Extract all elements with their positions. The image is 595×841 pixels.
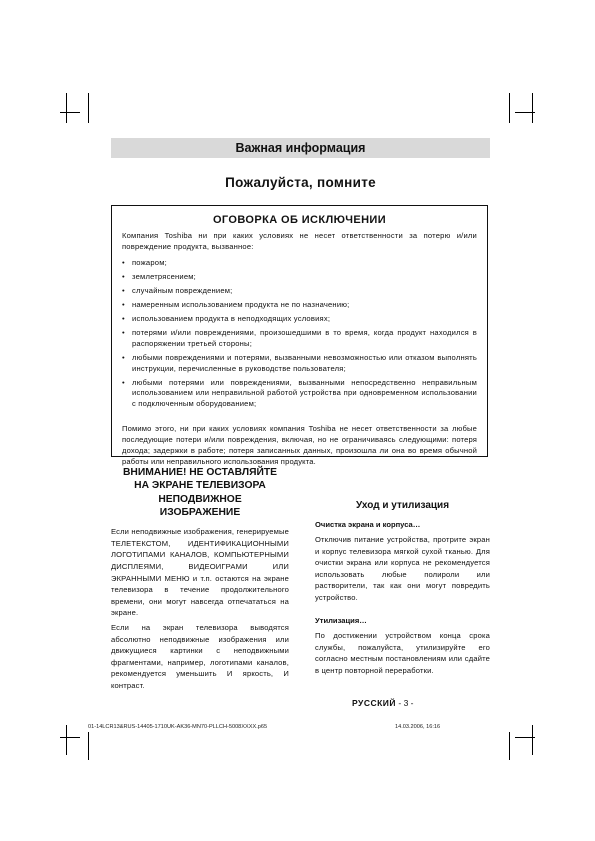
file-name: 01-14LCR13&RUS-14405-1710UK-AK36-MN70-PLLCH-5008XXXX.p65 [88, 724, 268, 730]
disposal-heading: Утилизация… [315, 616, 367, 625]
disclaimer-heading: ОГОВОРКА ОБ ИСКЛЮЧЕНИИ [212, 214, 387, 226]
warning-paragraph: Если неподвижные изображения, генерируемые ТЕЛЕТЕКСТОМ, ИДЕНТИФИКАЦИОННЫМИ ЛОГОТИПАМИ КАНАЛОВ, КОМПЬЮТЕРНЫМИ ДИСПЛЕЯМИ, ВИДЕОИГРАМИ ИЛИ ЭКРАННЫМИ МЕНЮ и т.п. остаются на экране телевизора в течение продолжительного времени, они могут навсегда отпечататься на экране. [111, 527, 289, 618]
list-item: • любыми повреждениями и потерями, вызванными невозможностью или отказом выполнять инструкции, перечисленные в руководстве пользователя; [122, 353, 477, 374]
crop-mark [60, 737, 80, 738]
care-heading: Уход и утилизация [355, 500, 450, 511]
warning-heading-line: ВНИМАНИЕ! НЕ ОСТАВЛЯЙТЕ [122, 467, 278, 478]
disclaimer-intro: Компания Toshiba ни при каких условиях не несет ответственности за потерю и/или повреждение продукта, вызванное: [122, 231, 477, 251]
list-item: • использованием продукта в неподходящих условиях; [122, 314, 477, 325]
disclaimer-closing: Помимо этого, ни при каких условиях компания Toshiba не несет ответственности за любые последующие потери и/или повреждения, включая, но не ограничиваясь следующими: потеря дохода; задержки в работе; потеря записанных данных, произошла ли она во время обычной работы или неправильного использования продукта. [122, 423, 477, 466]
list-item: • потерями и/или повреждениями, произошедшими в то время, когда продукт находился в распоряжении третьей стороны; [122, 328, 477, 349]
list-item: • землетрясением; [122, 272, 477, 283]
care-section [315, 500, 490, 689]
list-item: • любыми потерями или повреждениями, вызванными непосредственно неправильным использованием или неправильной работой устройства при одновременном использовании с подключенным оборудованием; [122, 378, 477, 410]
warning-heading-line: НЕПОДВИЖНОЕ [158, 493, 242, 505]
section-header: Важная информация [111, 138, 490, 158]
crop-mark [509, 732, 510, 760]
page-title: Пожалуйста, помните [225, 175, 376, 190]
disclaimer-list [122, 258, 477, 410]
crop-mark [88, 93, 89, 123]
list-item: • намеренным использованием продукта не по назначению; [122, 300, 477, 311]
language-label: РУССКИЙ [352, 698, 397, 708]
crop-mark [66, 93, 67, 123]
warning-paragraph: Если на экран телевизора выводятся абсолютно неподвижные изображения или движущиеся картинки с неподвижными фрагментами, например, логотипами каналов, рекомендуется уменьшить И яркость, И контраст. [111, 622, 289, 690]
warning-section [111, 466, 289, 695]
warning-heading [111, 466, 289, 519]
crop-mark [515, 112, 535, 113]
list-item: • случайным повреждением; [122, 286, 477, 297]
cleaning-text: Отключив питание устройства, протрите экран и корпус телевизора мягкой сухой тканью. Для очистки экрана или корпуса не рекомендуется использовать любые полироли или растворители, так как они могут повредить устройство. [315, 535, 490, 602]
crop-mark [515, 737, 535, 738]
crop-mark [532, 93, 533, 123]
crop-mark [60, 112, 80, 113]
crop-mark [532, 725, 533, 755]
crop-mark [509, 93, 510, 123]
warning-heading-line: ИЗОБРАЖЕНИЕ [159, 506, 241, 518]
print-timestamp: 14.03.2006, 16:16 [395, 724, 441, 730]
crop-mark [88, 732, 89, 760]
page-footer [352, 698, 414, 708]
disposal-text: По достижении устройством конца срока службы, пожалуйста, утилизируйте его согласно местным постановлениям или сдайте в центр повторной переработки. [315, 631, 490, 675]
disclaimer-box [111, 205, 488, 466]
page-number: - 3 - [398, 698, 414, 708]
warning-heading-line: НА ЭКРАНЕ ТЕЛЕВИЗОРА [134, 480, 266, 492]
crop-mark [66, 725, 67, 755]
cleaning-heading: Очистка экрана и корпуса… [315, 520, 421, 529]
list-item: • пожаром; [122, 258, 477, 269]
